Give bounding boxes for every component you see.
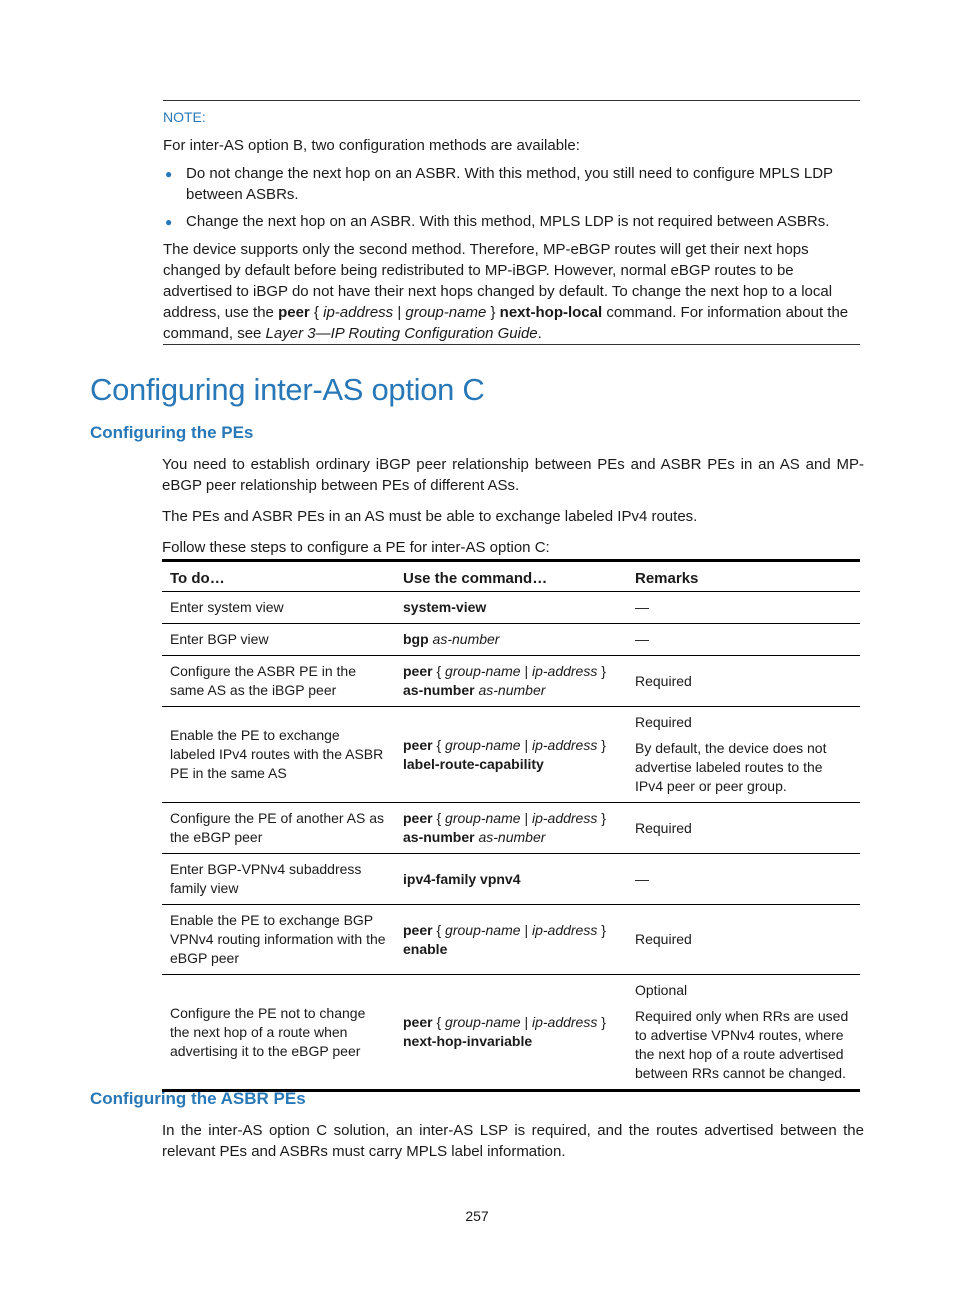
cell-to-do: Enable the PE to exchange labeled IPv4 routes with the ASBR PE in the same AS: [162, 707, 395, 803]
cell-remarks: Optional Required only when RRs are used to advertise VPNv4 routes, where the next hop of a route advertised between RRs cannot be changed.: [627, 975, 860, 1091]
cell-to-do: Configure the ASBR PE in the same AS as the iBGP peer: [162, 656, 395, 707]
cell-command: peer { group-name | ip-address } next-hop-invariable: [395, 975, 627, 1091]
header-remarks: Remarks: [627, 561, 860, 592]
cell-remarks: Required: [627, 656, 860, 707]
command-table: [162, 559, 860, 1092]
heading-configuring-pes: Configuring the PEs: [90, 423, 254, 442]
cell-to-do: Enable the PE to exchange BGP VPNv4 routing information with the eBGP peer: [162, 905, 395, 975]
page-number: 257: [465, 1208, 489, 1224]
cell-remarks: —: [627, 592, 860, 624]
cell-command: system-view: [395, 592, 627, 624]
section-title: Configuring inter-AS option C: [90, 372, 485, 407]
header-to-do: To do…: [162, 561, 395, 592]
table-row: [162, 707, 860, 803]
cell-remarks: —: [627, 624, 860, 656]
cell-remarks: Required By default, the device does not advertise labeled routes to the IPv4 peer or peer group.: [627, 707, 860, 803]
note-bullet-2: Change the next hop on an ASBR. With this method, MPLS LDP is not required between ASBRs.: [186, 213, 830, 230]
note-bullet-1: Do not change the next hop on an ASBR. With this method, you still need to configure MPLS LDP between ASBRs.: [186, 165, 833, 203]
asbr-paragraph-1: In the inter-AS option C solution, an inter-AS LSP is required, and the routes advertised between the relevant PEs and ASBRs must carry MPLS label information.: [162, 1122, 864, 1160]
cell-command: peer { group-name | ip-address } as-number as-number: [395, 803, 627, 854]
note-intro: For inter-AS option B, two configuration methods are available:: [163, 137, 580, 154]
cell-to-do: Configure the PE of another AS as the eBGP peer: [162, 803, 395, 854]
table-row: [162, 905, 860, 975]
cell-to-do: Enter system view: [162, 592, 395, 624]
heading-configuring-asbr-pes: Configuring the ASBR PEs: [90, 1089, 306, 1108]
table-row: [162, 975, 860, 1091]
table-row: [162, 854, 860, 905]
bullet-icon: ●: [165, 167, 173, 181]
cell-command: peer { group-name | ip-address } enable: [395, 905, 627, 975]
guide-reference: Layer 3—IP Routing Configuration Guide: [265, 325, 538, 342]
cell-remarks: Required: [627, 905, 860, 975]
cell-command: bgp as-number: [395, 624, 627, 656]
cell-to-do: Enter BGP-VPNv4 subaddress family view: [162, 854, 395, 905]
header-command: Use the command…: [395, 561, 627, 592]
cell-command: peer { group-name | ip-address } label-route-capability: [395, 707, 627, 803]
pes-paragraph-1: You need to establish ordinary iBGP peer relationship between PEs and ASBR PEs in an AS and MP-eBGP peer relationship between PEs of different ASs.: [162, 456, 864, 494]
table-row: [162, 656, 860, 707]
bullet-icon: ●: [165, 215, 173, 229]
note-top-rule: [163, 100, 860, 101]
pes-paragraph-3: Follow these steps to configure a PE for inter-AS option C:: [162, 539, 550, 556]
table-row: [162, 803, 860, 854]
cell-remarks: —: [627, 854, 860, 905]
note-bottom-rule: [163, 344, 860, 345]
cell-remarks: Required: [627, 803, 860, 854]
note-body: The device supports only the second method. Therefore, MP-eBGP routes will get their next hops changed by default before being redistributed to MP-iBGP. However, normal eBGP routes to be advertised to iBGP do not have their next hops changed by default. To change the next hop to a local address, use the peer { ip-address | group-name } next-hop-local command. For information about the command, see Layer 3—IP Routing Configuration Guide.: [163, 241, 849, 342]
pes-paragraph-2: The PEs and ASBR PEs in an AS must be able to exchange labeled IPv4 routes.: [162, 508, 698, 525]
table-header-row: [162, 561, 860, 592]
table-row: [162, 592, 860, 624]
table-row: [162, 624, 860, 656]
cell-to-do: Configure the PE not to change the next hop of a route when advertising it to the eBGP peer: [162, 975, 395, 1091]
cell-command: ipv4-family vpnv4: [395, 854, 627, 905]
cell-to-do: Enter BGP view: [162, 624, 395, 656]
cell-command: peer { group-name | ip-address } as-number as-number: [395, 656, 627, 707]
note-label: NOTE:: [163, 109, 206, 125]
